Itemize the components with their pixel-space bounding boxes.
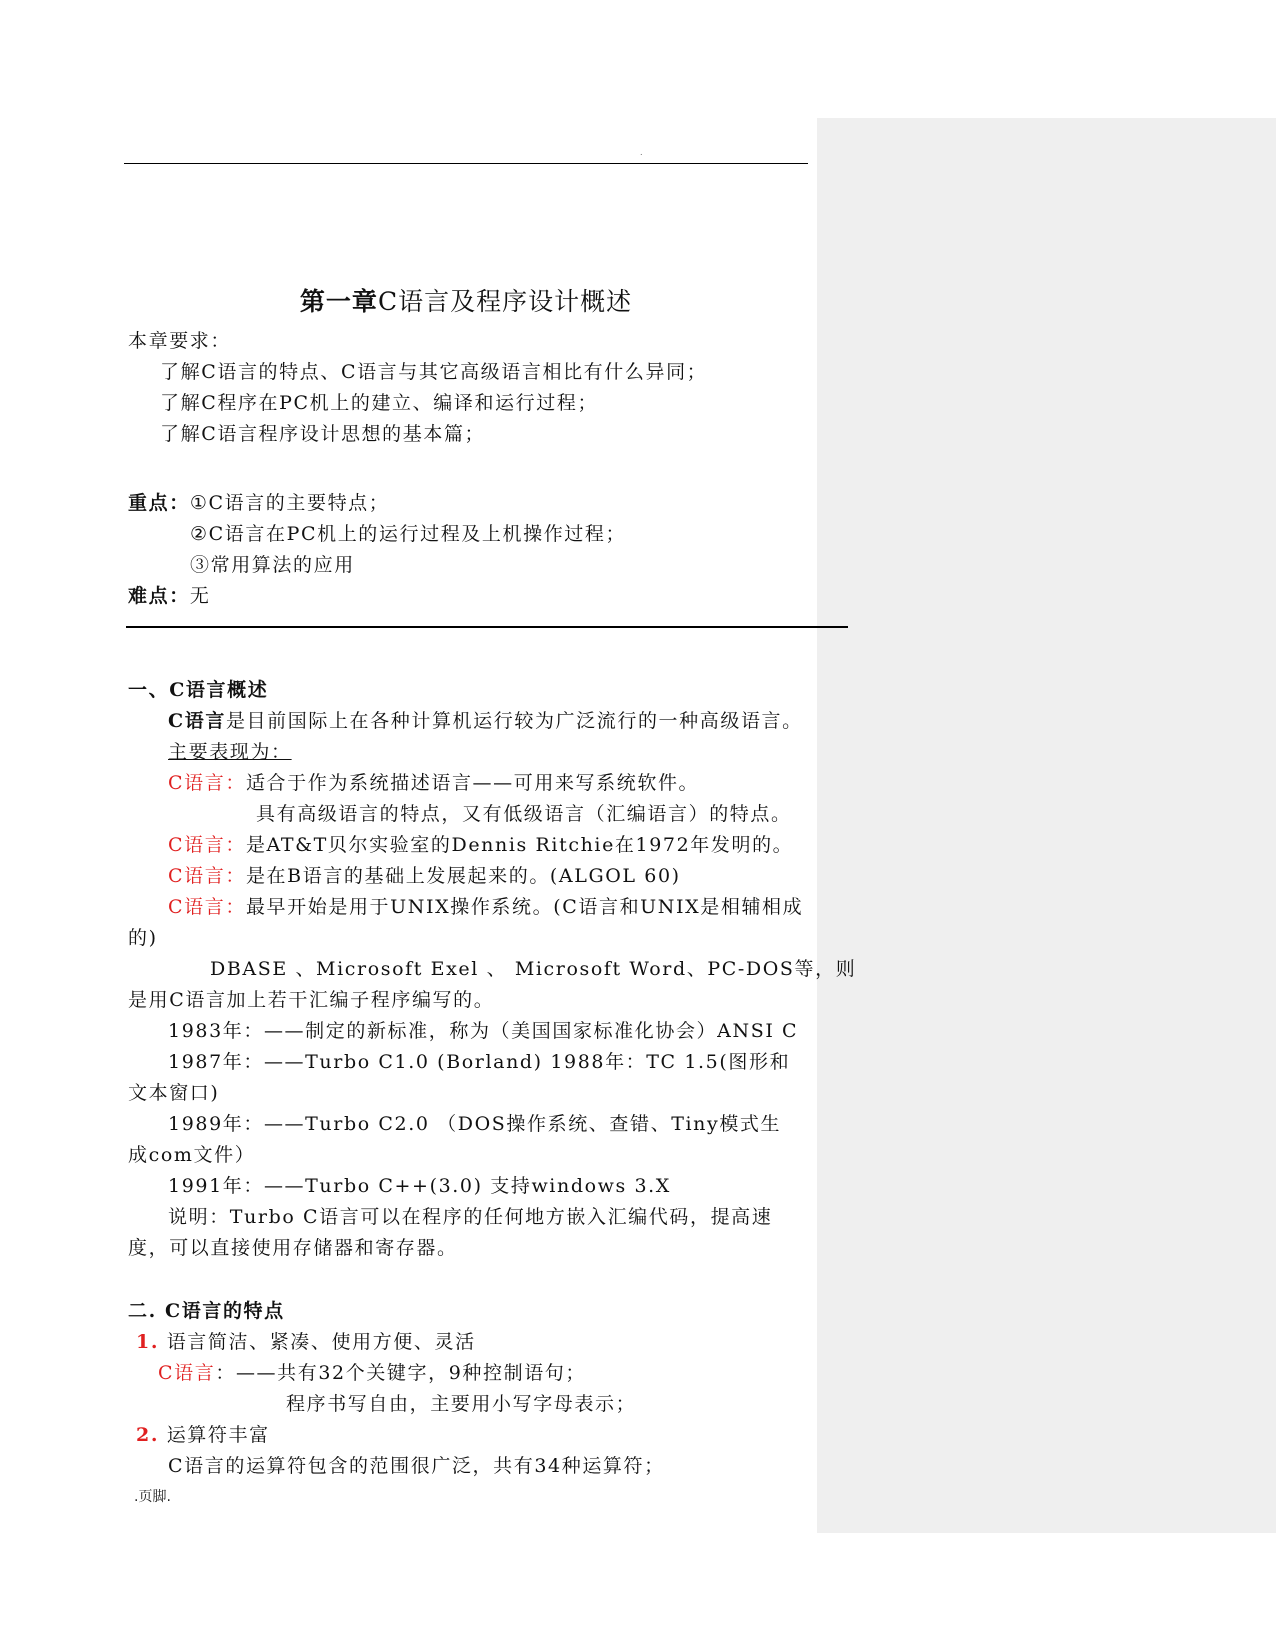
c-lang-text: 最早开始是用于UNIX操作系统。(C语言和UNIX是相辅相成	[245, 896, 804, 918]
c-lang-label: C语言：	[168, 834, 246, 856]
c-lang-line-1	[168, 768, 868, 798]
feature-title: 运算符丰富	[166, 1424, 270, 1446]
c-lang-text: 适合于作为系统描述语言——可用来写系统软件。	[245, 772, 700, 794]
difficulty-label: 难点：	[128, 585, 190, 607]
software-line: DBASE 、Microsoft Exel 、 Microsoft Word、PC-DOS等，则	[210, 958, 857, 980]
header-mark: .	[640, 148, 643, 157]
keypoint-item: ②C语言在PC机上的运行过程及上机操作过程；	[190, 523, 627, 545]
feature-2	[136, 1420, 836, 1450]
c-lang-label: C语言：	[168, 865, 246, 887]
c-lang-line-2	[168, 830, 868, 860]
chapter-title-number: 第一章	[299, 287, 378, 316]
intro-text: 是目前国际上在各种计算机运行较为广泛流行的一种高级语言。	[225, 710, 803, 732]
requirements-heading: 本章要求：	[128, 330, 232, 352]
chapter-title	[124, 284, 808, 320]
requirement-item: 了解C程序在PC机上的建立、编译和运行过程；	[160, 392, 599, 414]
footer: .页脚.	[134, 1489, 171, 1505]
feature-number: 2.	[136, 1424, 160, 1446]
feature-1b: 程序书写自由，主要用小写字母表示；	[286, 1393, 637, 1415]
feature-number: 1.	[136, 1331, 160, 1353]
c-lang-line-1b: 具有高级语言的特点，又有低级语言（汇编语言）的特点。	[256, 803, 792, 825]
feature-text: ：——共有32个关键字，9种控制语句；	[215, 1362, 587, 1384]
c-lang-text: 是在B语言的基础上发展起来的。(ALGOL 60)	[245, 865, 681, 887]
software-line-b: 是用C语言加上若干汇编子程序编写的。	[128, 989, 495, 1011]
c-lang-label: C语言：	[168, 772, 246, 794]
requirement-item: 了解C语言程序设计思想的基本篇；	[160, 423, 486, 445]
c-lang-line-3	[168, 861, 868, 891]
section2-heading: 二. C语言的特点	[128, 1300, 285, 1322]
section1-intro	[168, 706, 868, 736]
section-divider	[126, 626, 848, 628]
c-lang-label: C语言	[158, 1362, 216, 1384]
feature-2a: C语言的运算符包含的范围很广泛，共有34种运算符；	[168, 1455, 665, 1477]
keypoint-item: ③常用算法的应用	[190, 554, 355, 576]
note-line: 说明：Turbo C语言可以在程序的任何地方嵌入汇编代码，提高速	[168, 1206, 773, 1228]
history-1989b: 成com文件）	[128, 1144, 256, 1166]
history-1991: 1991年：——Turbo C++(3.0) 支持windows 3.X	[168, 1175, 671, 1197]
history-1983: 1983年：——制定的新标准，称为（美国国家标准化协会）ANSI C	[168, 1020, 799, 1042]
c-lang-line-4	[168, 892, 868, 922]
history-1987: 1987年：——Turbo C1.0 (Borland) 1988年：TC 1.5(图形和	[168, 1051, 791, 1073]
history-1989: 1989年：——Turbo C2.0 （DOS操作系统、查错、Tiny模式生	[168, 1113, 782, 1135]
feature-1	[136, 1327, 836, 1357]
keypoint-item: ①C语言的主要特点；	[189, 492, 390, 514]
header-rule	[124, 163, 808, 164]
difficulty-line	[128, 581, 828, 611]
c-lang-line-4b: 的)	[128, 927, 158, 949]
section1-heading: 一、C语言概述	[128, 679, 269, 701]
c-lang-label: C语言：	[168, 896, 246, 918]
feature-title: 语言简洁、紧凑、使用方便、灵活	[166, 1331, 476, 1353]
difficulty-value: 无	[189, 585, 211, 607]
history-1987b: 文本窗口)	[128, 1082, 220, 1104]
note-line-b: 度，可以直接使用存储器和寄存器。	[128, 1237, 458, 1259]
chapter-title-text: C语言及程序设计概述	[377, 287, 633, 316]
requirement-item: 了解C语言的特点、C语言与其它高级语言相比有什么异同；	[160, 361, 708, 383]
feature-1a	[158, 1358, 858, 1388]
c-lang-text: 是AT&T贝尔实验室的Dennis Ritchie在1972年发明的。	[245, 834, 794, 856]
section1-subheading: 主要表现为：	[168, 741, 292, 763]
intro-bold: C语言	[168, 710, 226, 732]
keypoint-line-1	[128, 488, 828, 518]
keypoints-label: 重点：	[128, 492, 190, 514]
